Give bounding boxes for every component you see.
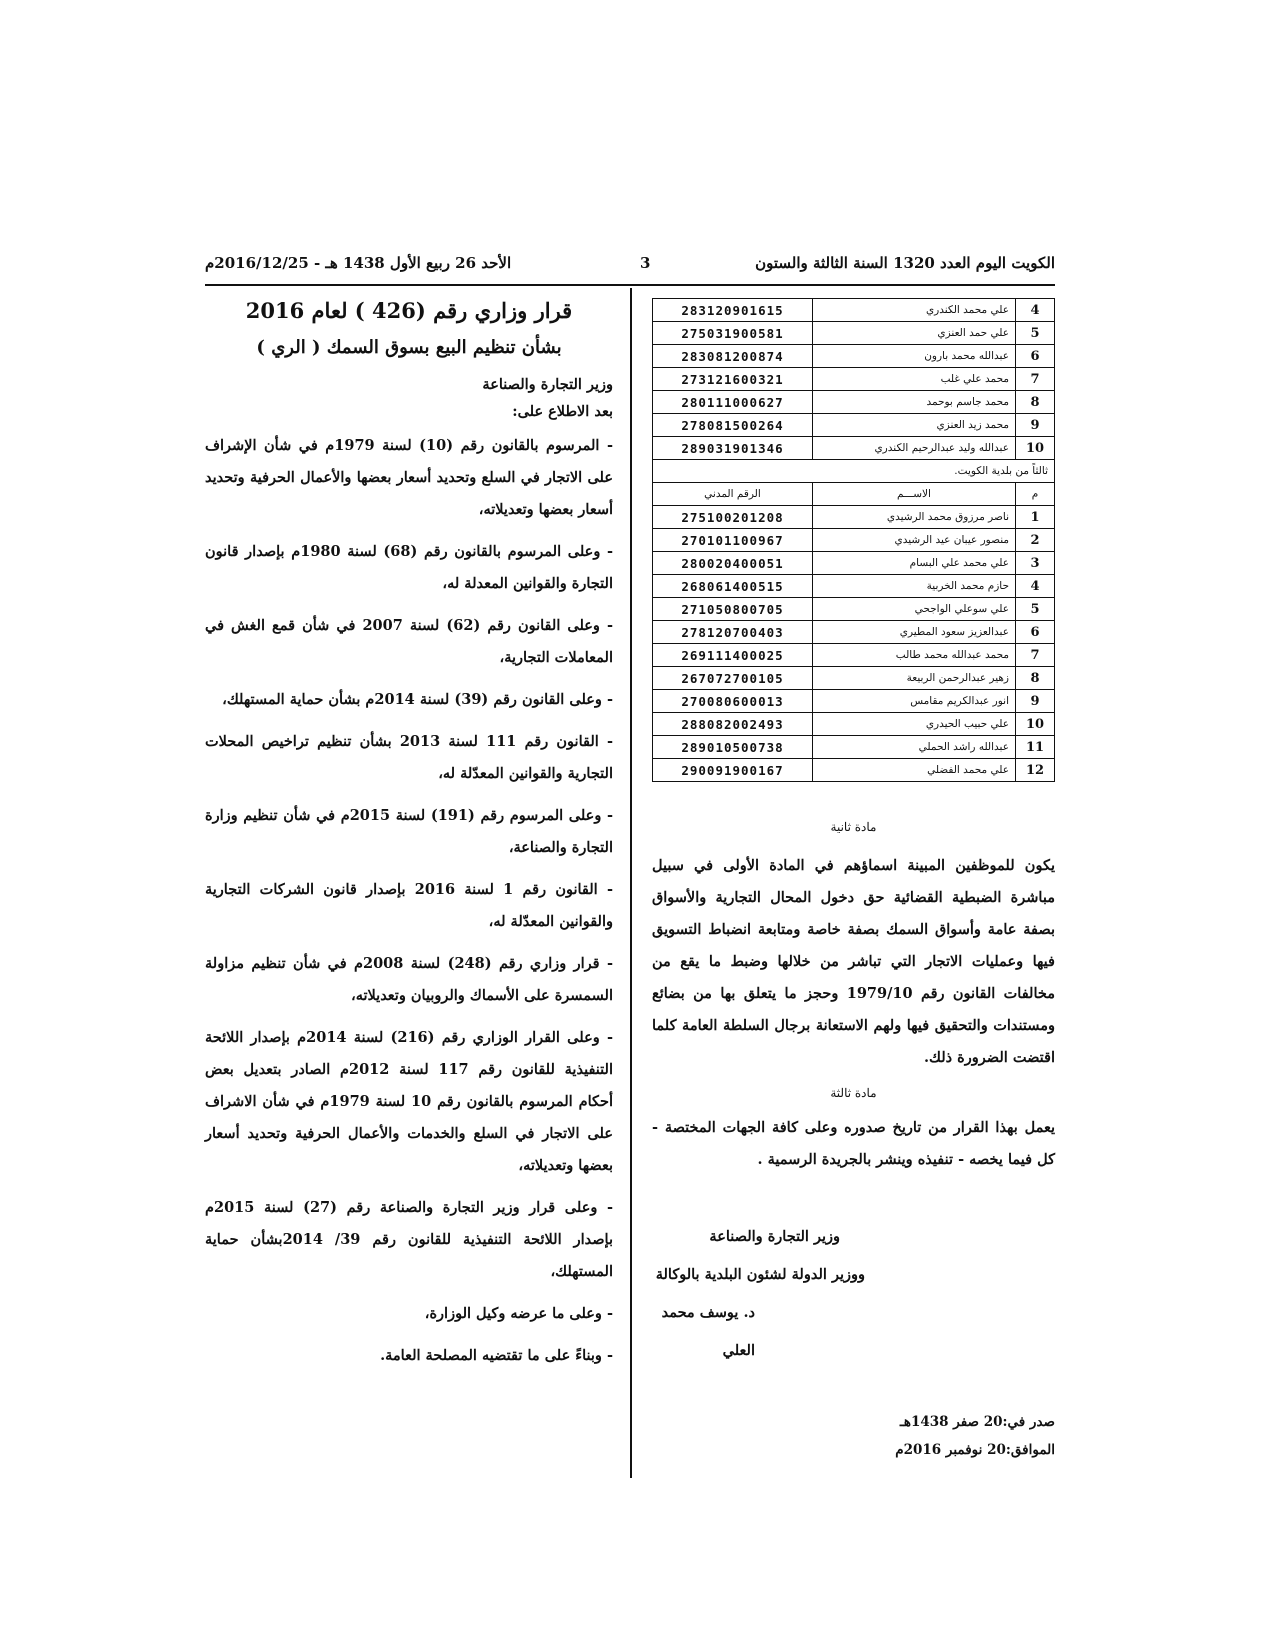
- clause-item: - المرسوم بالقانون رقم (10) لسنة 1979م في شأن الإشراف على الاتجار في السلع وتحديد أسعار بعضها والأعمال الحرفية وتحديد أسعار بعضها وتعديلاته،: [205, 437, 613, 518]
- employee-name: عبدالله محمد بارون: [813, 345, 1016, 368]
- row-number: 12: [1016, 759, 1055, 782]
- civil-id: 270080600013: [653, 690, 813, 713]
- employee-name: علي محمد علي البسام: [813, 552, 1016, 575]
- row-number: 8: [1016, 391, 1055, 414]
- civil-id: 275100201208: [653, 506, 813, 529]
- signature-block: [652, 1218, 1055, 1370]
- header-date: الأحد 26 ربيع الأول 1438 هـ - 2016/12/25م: [205, 254, 512, 272]
- table-row: [653, 621, 1055, 644]
- signature-title: وزير التجارة والصناعة: [709, 1228, 840, 1245]
- row-number: 8: [1016, 667, 1055, 690]
- clause-item: - وعلى القانون رقم (62) لسنة 2007 في شأن قمع الغش في المعاملات التجارية،: [205, 617, 613, 666]
- row-number: 4: [1016, 575, 1055, 598]
- column-divider: [630, 288, 632, 1478]
- table-header-row: [653, 483, 1055, 506]
- employees-table: [652, 298, 1055, 782]
- table-row: [653, 414, 1055, 437]
- civil-id: 278081500264: [653, 414, 813, 437]
- section-label: ثالثاً من بلدية الكويت.: [653, 460, 1055, 483]
- employee-name: زهير عبدالرحمن الربيعة: [813, 667, 1016, 690]
- employee-name: محمد علي غلب: [813, 368, 1016, 391]
- clause-item: - وعلى القرار الوزاري رقم (216) لسنة 2014م بإصدار اللائحة التنفيذية للقانون رقم 117 لسنة 2012م الصادر بتعديل بعض أحكام المرسوم بالقانون رقم 10 لسنة 1979م في شأن الاشراف على الاتجار في السلع والخدمات والأعمال الحرفية وتحديد أسعار بعضها وتعديلاته،: [205, 1029, 613, 1174]
- clause-item: - وبناءً على ما تقتضيه المصلحة العامة.: [380, 1347, 613, 1364]
- decision-column: [205, 298, 613, 1382]
- table-row: [653, 575, 1055, 598]
- table-section-row: [653, 460, 1055, 483]
- clause-item: - وعلى المرسوم رقم (191) لسنة 2015م في شأن تنظيم وزارة التجارة والصناعة،: [205, 807, 613, 856]
- clause-item: - وعلى القانون رقم (39) لسنة 2014م بشأن حماية المستهلك،: [222, 691, 613, 708]
- employee-name: عبدالعزيز سعود المطيري: [813, 621, 1016, 644]
- decision-title: قرار وزاري رقم (426 ) لعام 2016: [245, 298, 573, 323]
- issued-gregorian: الموافق:20 نوفمبر 2016م: [895, 1442, 1055, 1458]
- row-number: 2: [1016, 529, 1055, 552]
- article3-body: يعمل بهذا القرار من تاريخ صدوره وعلى كافة الجهات المختصة - كل فيما يخصه - تنفيذه وينشر بالجريدة الرسمية .: [652, 1119, 1055, 1168]
- table-row: [653, 644, 1055, 667]
- table-row: [653, 736, 1055, 759]
- table-row: [653, 345, 1055, 368]
- row-number: 9: [1016, 690, 1055, 713]
- civil-id: 283120901615: [653, 299, 813, 322]
- row-number: 10: [1016, 713, 1055, 736]
- employee-name: علي سوعلي الواجحي: [813, 598, 1016, 621]
- employee-name: محمد جاسم بوحمد: [813, 391, 1016, 414]
- table-row: [653, 506, 1055, 529]
- civil-id: 283081200874: [653, 345, 813, 368]
- table-row: [653, 713, 1055, 736]
- page-header: [205, 254, 1055, 284]
- row-number: 7: [1016, 368, 1055, 391]
- civil-id: 269111400025: [653, 644, 813, 667]
- signature-title2: ووزير الدولة لشئون البلدية بالوكالة: [655, 1266, 865, 1283]
- employee-name: محمد زيد العنزي: [813, 414, 1016, 437]
- civil-id: 268061400515: [653, 575, 813, 598]
- row-number: 5: [1016, 322, 1055, 345]
- table-row: [653, 368, 1055, 391]
- table-row: [653, 299, 1055, 322]
- civil-id: 267072700105: [653, 667, 813, 690]
- civil-id: 278120700403: [653, 621, 813, 644]
- row-number: 9: [1016, 414, 1055, 437]
- row-number: 11: [1016, 736, 1055, 759]
- clause-item: - وعلى المرسوم بالقانون رقم (68) لسنة 1980م بإصدار قانون التجارة والقوانين المعدلة له،: [205, 543, 613, 592]
- col-cid-header: الرقم المدني: [653, 483, 813, 506]
- civil-id: 270101100967: [653, 529, 813, 552]
- issued-block: [652, 1408, 1055, 1464]
- employee-name: عبدالله وليد عبدالرحيم الكندري: [813, 437, 1016, 460]
- decision-minister: وزير التجارة والصناعة: [482, 376, 613, 393]
- row-number: 6: [1016, 621, 1055, 644]
- table-row: [653, 529, 1055, 552]
- signature-name: د. يوسف محمد العلي: [661, 1304, 755, 1359]
- civil-id: 271050800705: [653, 598, 813, 621]
- employee-name: عبدالله راشد الحملي: [813, 736, 1016, 759]
- clause-item: - القانون رقم 1 لسنة 2016 بإصدار قانون الشركات التجارية والقوانين المعدّلة له،: [205, 881, 613, 930]
- employee-name: محمد عبدالله محمد طالب: [813, 644, 1016, 667]
- row-number: 10: [1016, 437, 1055, 460]
- table-row: [653, 322, 1055, 345]
- table-row: [653, 690, 1055, 713]
- employee-name: علي حبيب الحيدري: [813, 713, 1016, 736]
- article2-body: يكون للموظفين المبينة اسماؤهم في المادة الأولى في سبيل مباشرة الضبطية القضائية حق دخول المحال التجارية والأسواق بصفة عامة وأسواق السمك بصفة خاصة ومتابعة انضباط التسويق فيها وعمليات الاتجار التي تباشر من خلالها وضبط ما يقع من مخالفات القانون رقم 1979/10 وحجز ما يتعلق بها من بضائع ومستندات والتحقيق فيها ولهم الاستعانة برجال السلطة العامة كلما اقتضت الضرورة ذلك.: [652, 857, 1055, 1066]
- clause-item: - قرار وزاري رقم (248) لسنة 2008م في شأن تنظيم مزاولة السمسرة على الأسماك والروبيان وتعديلاته،: [205, 955, 613, 1004]
- civil-id: 280020400051: [653, 552, 813, 575]
- row-number: 5: [1016, 598, 1055, 621]
- table-row: [653, 437, 1055, 460]
- civil-id: 280111000627: [653, 391, 813, 414]
- clause-list: [205, 430, 613, 1372]
- employee-name: حازم محمد الخربية: [813, 575, 1016, 598]
- clause-item: - القانون رقم 111 لسنة 2013 بشأن تنظيم تراخيص المحلات التجارية والقوانين المعدّلة له،: [205, 733, 613, 782]
- table-row: [653, 759, 1055, 782]
- table-row: [653, 598, 1055, 621]
- employee-name: منصور عيبان عيد الرشيدي: [813, 529, 1016, 552]
- col-num-header: م: [1016, 483, 1055, 506]
- article2-title: مادة ثانية: [830, 820, 877, 834]
- civil-id: 289010500738: [653, 736, 813, 759]
- employee-name: علي محمد الكندري: [813, 299, 1016, 322]
- civil-id: 275031900581: [653, 322, 813, 345]
- civil-id: 273121600321: [653, 368, 813, 391]
- row-number: 7: [1016, 644, 1055, 667]
- header-rule: [205, 284, 1055, 286]
- table-row: [653, 552, 1055, 575]
- row-number: 4: [1016, 299, 1055, 322]
- col-name-header: الاســـم: [813, 483, 1016, 506]
- civil-id: 289031901346: [653, 437, 813, 460]
- article3-title: مادة ثالثة: [830, 1086, 877, 1100]
- decision-subtitle: بشأن تنظيم البيع بسوق السمك ( الري ): [256, 337, 562, 358]
- row-number: 6: [1016, 345, 1055, 368]
- issued-hijri: صدر في:20 صفر 1438هـ: [899, 1414, 1055, 1430]
- employee-name: علي محمد الفضلي: [813, 759, 1016, 782]
- table-row: [653, 391, 1055, 414]
- clause-item: - وعلى ما عرضه وكيل الوزارة،: [424, 1305, 613, 1322]
- page-number: 3: [640, 254, 651, 272]
- table-row: [653, 667, 1055, 690]
- row-number: 3: [1016, 552, 1055, 575]
- decision-after-review: بعد الاطلاع على:: [512, 403, 613, 420]
- header-issue: الكويت اليوم العدد 1320 السنة الثالثة والستون: [755, 254, 1055, 272]
- row-number: 1: [1016, 506, 1055, 529]
- clause-item: - وعلى قرار وزير التجارة والصناعة رقم (27) لسنة 2015م بإصدار اللائحة التنفيذية للقانون رقم 39/ 2014بشأن حماية المستهلك،: [205, 1199, 613, 1280]
- civil-id: 290091900167: [653, 759, 813, 782]
- employee-name: علي حمد العنزي: [813, 322, 1016, 345]
- civil-id: 288082002493: [653, 713, 813, 736]
- employee-name: انور عبدالكريم مقامس: [813, 690, 1016, 713]
- employee-name: ناصر مرزوق محمد الرشيدي: [813, 506, 1016, 529]
- left-column: [652, 298, 1055, 1464]
